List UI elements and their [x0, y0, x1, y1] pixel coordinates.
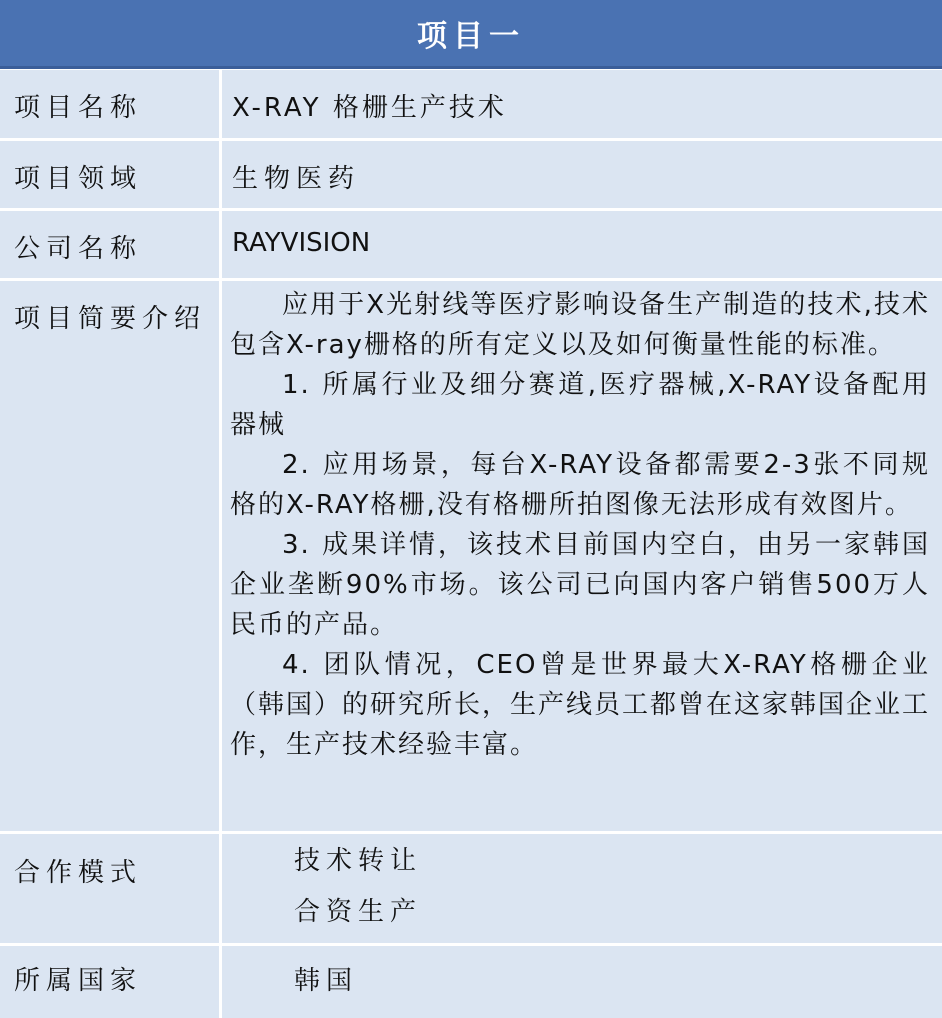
intro-text — [230, 285, 930, 765]
country-value: 韩国 — [294, 966, 359, 996]
cooperation-label: 合作模式 — [14, 858, 143, 888]
value-cell — [222, 211, 942, 278]
intro-paragraph: 2. 应用场景，每台X-RAY设备都需要2-3张不同规格的X-RAY格栅,没有格栅所拍图像无法形成有效图片。 — [230, 450, 930, 520]
label-cell — [0, 946, 219, 1018]
intro-label: 项目简要介绍 — [14, 304, 207, 334]
row-company — [0, 211, 942, 278]
country-label: 所属国家 — [14, 966, 143, 996]
cooperation-item: 合资生产 — [294, 897, 423, 927]
intro-paragraph: 1. 所属行业及细分赛道,医疗器械,X-RAY设备配用器械 — [230, 370, 930, 440]
value-cell — [222, 834, 942, 943]
row-intro — [0, 281, 942, 831]
row-cooperation — [0, 834, 942, 943]
project-name-label: 项目名称 — [14, 93, 143, 123]
intro-paragraph: 3. 成果详情，该技术目前国内空白，由另一家韩国企业垄断90%市场。该公司已向国内客户销售500万人民币的产品。 — [230, 530, 930, 640]
value-cell — [222, 70, 942, 138]
label-cell — [0, 141, 219, 208]
intro-paragraph: 4. 团队情况，CEO曾是世界最大X-RAY格栅企业（韩国）的研究所长，生产线员工都曾在这家韩国企业工作，生产技术经验丰富。 — [230, 650, 931, 760]
value-cell — [222, 946, 942, 1018]
row-project-name — [0, 70, 942, 138]
cooperation-item: 技术转让 — [294, 846, 423, 876]
field-value: 生物医药 — [232, 164, 361, 194]
value-cell — [222, 141, 942, 208]
company-value: RAYVISION — [232, 228, 371, 258]
row-country — [0, 946, 942, 1018]
row-field — [0, 141, 942, 208]
label-cell — [0, 211, 219, 278]
table-title-bar — [0, 0, 942, 69]
project-name-value: X-RAY 格栅生产技术 — [232, 93, 507, 123]
table-title: 项目一 — [417, 19, 525, 54]
intro-paragraph: 应用于X光射线等医疗影响设备生产制造的技术,技术包含X-ray栅格的所有定义以及如何衡量性能的标准。 — [230, 290, 930, 360]
company-label: 公司名称 — [14, 234, 143, 264]
value-cell — [222, 281, 942, 831]
label-cell — [0, 70, 219, 138]
field-label: 项目领域 — [14, 164, 143, 194]
label-cell — [0, 281, 219, 831]
label-cell — [0, 834, 219, 943]
